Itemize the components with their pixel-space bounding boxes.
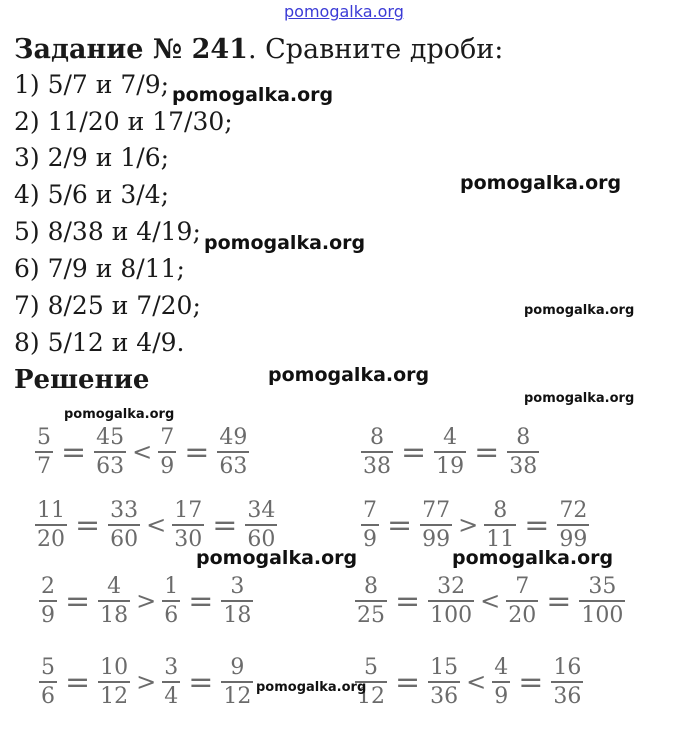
fraction-bar: [557, 524, 589, 526]
fraction-denominator: 38: [363, 454, 391, 479]
fraction: [484, 498, 516, 552]
fraction-denominator: 18: [223, 603, 252, 628]
equals-sign: =: [184, 434, 210, 470]
fraction-bar: [35, 451, 53, 453]
equals-sign: =: [212, 507, 238, 543]
watermark-text: pomogalka.org: [256, 680, 367, 695]
fraction-bar: [221, 600, 253, 602]
fraction: [98, 655, 130, 709]
fraction-denominator: 9: [494, 684, 509, 709]
task-item-2: 2) 11/20 и 17/30;: [14, 107, 233, 136]
comparison-equation: [36, 655, 256, 709]
fraction-denominator: 100: [430, 603, 473, 628]
fraction-numerator: 17: [174, 498, 203, 523]
fraction-numerator: 16: [553, 655, 582, 680]
fraction-numerator: 1: [164, 574, 179, 599]
watermark-text: pomogalka.org: [524, 391, 635, 406]
fraction: [551, 655, 583, 709]
fraction-denominator: 99: [559, 527, 588, 552]
fraction-bar: [420, 524, 452, 526]
fraction-numerator: 4: [107, 574, 122, 599]
equals-sign: =: [546, 583, 572, 619]
fraction-bar: [492, 681, 510, 683]
fraction-denominator: 25: [357, 603, 385, 628]
equals-sign: =: [65, 583, 91, 619]
fraction-denominator: 19: [436, 454, 465, 479]
equals-sign: =: [395, 664, 421, 700]
fraction: [172, 498, 204, 552]
fraction-numerator: 8: [370, 425, 384, 450]
equals-sign: =: [188, 583, 214, 619]
fraction-numerator: 45: [96, 425, 125, 450]
fraction: [98, 574, 130, 628]
fraction-bar: [98, 681, 130, 683]
fraction-numerator: 77: [422, 498, 451, 523]
fraction-bar: [108, 524, 140, 526]
equals-sign: =: [75, 507, 101, 543]
equals-sign: =: [474, 434, 500, 470]
equals-sign: =: [65, 664, 91, 700]
fraction-denominator: 36: [553, 684, 582, 709]
fraction-numerator: 4: [443, 425, 458, 450]
fraction: [579, 574, 625, 628]
fraction: [506, 574, 538, 628]
fraction: [361, 425, 393, 479]
fraction-bar: [35, 524, 67, 526]
comparison-equation: [358, 498, 592, 552]
fraction: [434, 425, 466, 479]
watermark-text: pomogalka.org: [196, 547, 358, 569]
task-number: Задание № 241: [14, 34, 248, 65]
fraction-bar: [484, 524, 516, 526]
watermark-text: pomogalka.org: [268, 364, 430, 386]
fraction-denominator: 63: [96, 454, 125, 479]
equals-sign: =: [395, 583, 421, 619]
comparison-equation: [352, 655, 586, 709]
fraction-denominator: 60: [110, 527, 139, 552]
fraction-denominator: 6: [164, 603, 179, 628]
comparison-sign: >: [136, 668, 157, 696]
fraction: [158, 425, 176, 479]
fraction: [221, 574, 253, 628]
task-item-6: 6) 7/9 и 8/11;: [14, 254, 185, 283]
fraction-numerator: 7: [160, 425, 175, 450]
comparison-equation: [352, 574, 628, 628]
fraction-denominator: 30: [174, 527, 203, 552]
fraction-numerator: 7: [363, 498, 377, 523]
fraction-denominator: 36: [430, 684, 459, 709]
fraction-denominator: 99: [422, 527, 451, 552]
fraction-numerator: 34: [247, 498, 276, 523]
comparison-equation: [32, 498, 280, 552]
task-title: [14, 34, 503, 65]
solution-heading: Решение: [14, 365, 150, 395]
fraction-numerator: 3: [164, 655, 179, 680]
fraction-bar: [217, 451, 249, 453]
equals-sign: =: [387, 507, 413, 543]
fraction-bar: [428, 681, 460, 683]
fraction-bar: [172, 524, 204, 526]
fraction-numerator: 5: [41, 655, 55, 680]
fraction-numerator: 33: [110, 498, 139, 523]
fraction-bar: [158, 451, 176, 453]
fraction-bar: [39, 681, 57, 683]
fraction: [35, 498, 67, 552]
fraction-denominator: 20: [508, 603, 537, 628]
fraction-bar: [221, 681, 253, 683]
fraction-denominator: 38: [509, 454, 538, 479]
fraction-denominator: 60: [247, 527, 276, 552]
comparison-sign: >: [458, 511, 479, 539]
fraction-numerator: 15: [430, 655, 459, 680]
fraction: [355, 574, 387, 628]
comparison-equation: [36, 574, 256, 628]
fraction-denominator: 12: [357, 684, 385, 709]
fraction: [492, 655, 510, 709]
task-item-1: 1) 5/7 и 7/9;: [14, 70, 170, 99]
fraction-denominator: 18: [100, 603, 129, 628]
watermark-text: pomogalka.org: [452, 547, 614, 569]
comparison-sign: <: [146, 511, 167, 539]
fraction-numerator: 35: [588, 574, 617, 599]
fraction-denominator: 63: [219, 454, 248, 479]
task-item-5: 5) 8/38 и 4/19;: [14, 217, 201, 246]
fraction-denominator: 4: [164, 684, 179, 709]
fraction: [245, 498, 277, 552]
fraction: [221, 655, 253, 709]
watermark-text: pomogalka.org: [172, 84, 334, 106]
fraction-bar: [162, 600, 180, 602]
fraction-numerator: 49: [219, 425, 248, 450]
fraction-numerator: 10: [100, 655, 129, 680]
fraction: [108, 498, 140, 552]
fraction-bar: [162, 681, 180, 683]
fraction-numerator: 8: [516, 425, 531, 450]
fraction-denominator: 9: [160, 454, 175, 479]
fraction-denominator: 20: [37, 527, 65, 552]
equals-sign: =: [188, 664, 214, 700]
equals-sign: =: [61, 434, 87, 470]
fraction: [428, 574, 474, 628]
fraction-numerator: 8: [364, 574, 378, 599]
fraction-numerator: 4: [494, 655, 509, 680]
fraction-bar: [434, 451, 466, 453]
comparison-equation: [32, 425, 252, 479]
fraction-numerator: 72: [559, 498, 588, 523]
watermark-text: pomogalka.org: [204, 232, 366, 254]
fraction-bar: [355, 600, 387, 602]
site-link-top[interactable]: pomogalka.org: [284, 2, 404, 21]
watermark-text: pomogalka.org: [460, 172, 622, 194]
fraction-numerator: 9: [230, 655, 245, 680]
fraction-bar: [507, 451, 539, 453]
fraction: [162, 655, 180, 709]
fraction-bar: [98, 600, 130, 602]
fraction: [39, 574, 57, 628]
fraction-bar: [39, 600, 57, 602]
fraction-numerator: 3: [230, 574, 245, 599]
fraction: [557, 498, 589, 552]
watermark-text: pomogalka.org: [64, 407, 175, 422]
fraction: [94, 425, 126, 479]
fraction: [428, 655, 460, 709]
fraction: [35, 425, 53, 479]
fraction-denominator: 6: [41, 684, 55, 709]
comparison-sign: <: [466, 668, 487, 696]
fraction: [217, 425, 249, 479]
fraction-bar: [428, 600, 474, 602]
equals-sign: =: [518, 664, 544, 700]
fraction-bar: [361, 451, 393, 453]
task-item-4: 4) 5/6 и 3/4;: [14, 180, 170, 209]
fraction-denominator: 11: [486, 527, 515, 552]
comparison-sign: <: [480, 587, 501, 615]
comparison-sign: <: [132, 438, 153, 466]
fraction: [39, 655, 57, 709]
task-item-7: 7) 8/25 и 7/20;: [14, 291, 201, 320]
fraction-numerator: 5: [37, 425, 51, 450]
fraction-denominator: 7: [37, 454, 51, 479]
fraction-bar: [579, 600, 625, 602]
fraction-bar: [361, 524, 379, 526]
fraction-denominator: 12: [223, 684, 252, 709]
watermark-text: pomogalka.org: [524, 303, 635, 318]
fraction-denominator: 9: [41, 603, 55, 628]
fraction-bar: [94, 451, 126, 453]
fraction-numerator: 32: [437, 574, 466, 599]
fraction: [420, 498, 452, 552]
fraction-bar: [551, 681, 583, 683]
fraction-denominator: 9: [363, 527, 377, 552]
comparison-equation: [358, 425, 542, 479]
fraction-numerator: 7: [515, 574, 530, 599]
fraction-numerator: 2: [41, 574, 55, 599]
equals-sign: =: [524, 507, 550, 543]
fraction-bar: [506, 600, 538, 602]
fraction-numerator: 5: [364, 655, 378, 680]
fraction-numerator: 11: [37, 498, 65, 523]
fraction-bar: [245, 524, 277, 526]
task-instruction: . Сравните дроби:: [247, 34, 504, 65]
fraction-denominator: 100: [581, 603, 624, 628]
equals-sign: =: [401, 434, 427, 470]
fraction: [507, 425, 539, 479]
fraction: [361, 498, 379, 552]
fraction: [162, 574, 180, 628]
task-item-8: 8) 5/12 и 4/9.: [14, 328, 185, 357]
fraction-numerator: 8: [493, 498, 508, 523]
fraction-denominator: 12: [100, 684, 129, 709]
task-item-3: 3) 2/9 и 1/6;: [14, 143, 170, 172]
comparison-sign: >: [136, 587, 157, 615]
